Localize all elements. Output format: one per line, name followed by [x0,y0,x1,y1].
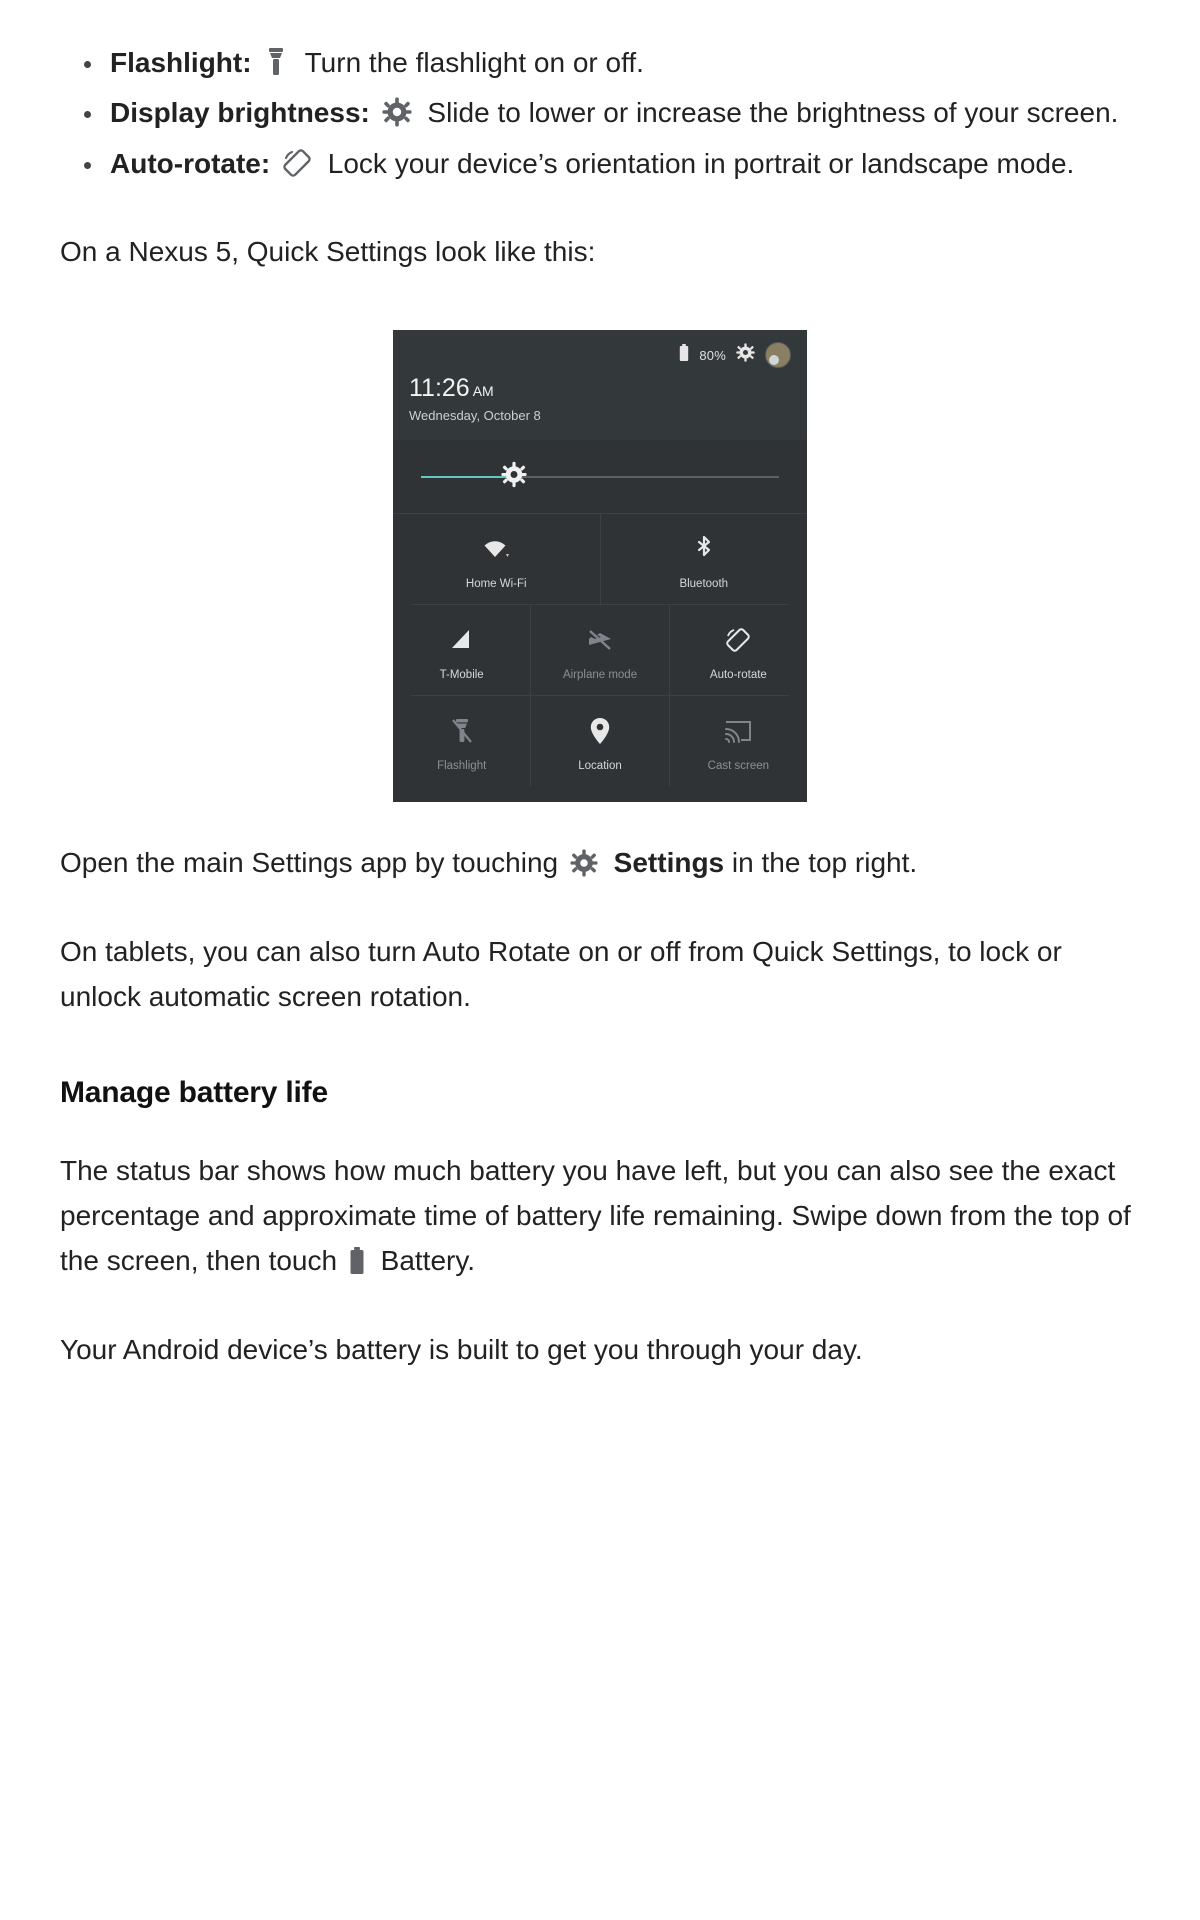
tile-label: Bluetooth [679,578,729,591]
quick-settings-bullet-list [60,40,1140,191]
settings-paragraph [60,840,1140,890]
signal-bars-icon [397,623,526,657]
quick-settings-tiles [393,514,807,802]
brightness-slider-row[interactable] [393,440,807,514]
tile-label: Airplane mode [562,669,638,682]
clock-time [409,376,791,401]
quick-settings-screenshot [60,330,1140,802]
settings-text-after: in the top right. [731,847,918,879]
battery-icon [679,344,689,366]
flashlight-off-icon [397,714,526,748]
tile-bluetooth[interactable] [601,514,808,604]
clock-date: Wednesday, October 8 [409,408,541,424]
bullet-text: Lock your device’s orientation in portrait or landscape mode. [327,147,1075,179]
tile-row-1 [393,514,807,604]
clock-ampm: AM [472,383,494,400]
list-item [60,90,1140,140]
phone-status-header [393,330,807,440]
cast-screen-icon [674,714,803,748]
tile-row-2 [393,605,807,695]
tile-label: Cast screen [707,760,770,773]
closing-paragraph: Your Android device’s battery is built to get you through your day. [60,1333,863,1365]
brightness-gear-icon [382,95,412,140]
tile-label: Home Wi-Fi [465,578,527,591]
brightness-gear-icon[interactable] [501,461,527,492]
battery-paragraph [60,1148,1140,1289]
tile-flashlight[interactable] [393,696,530,786]
tile-label: T-Mobile [439,669,484,682]
bullet-term: Flashlight: [110,47,252,78]
auto-rotate-icon [674,623,803,657]
settings-label: Settings [613,847,725,879]
tile-label: Auto-rotate [709,669,767,682]
tile-home-wifi[interactable] [393,514,600,604]
tile-row-3 [393,696,807,786]
bullet-term: Display brightness: [110,97,370,129]
tile-location[interactable] [531,696,668,786]
tile-label: Location [578,760,622,773]
clock-hours-minutes: 11:26 [409,374,470,403]
brightness-slider[interactable] [421,476,779,478]
tablets-paragraph: On tablets, you can also turn Auto Rotate on or off from Quick Settings, to lock or unlock automatic screen rotation. [60,935,1062,1013]
intro-paragraph: On a Nexus 5, Quick Settings look like this: [60,236,596,268]
tile-cast-screen[interactable] [670,696,807,786]
status-bar [409,342,791,368]
battery-text-before: The status bar shows how much battery you have left, but you can also see the exact percentage and approximate time of battery life remaining. Swipe down from the top of the screen, then touch [60,1154,1131,1277]
settings-text-before: Open the main Settings app by touching [60,847,559,879]
airplane-off-icon [535,623,664,657]
tile-tmobile[interactable] [393,605,530,695]
battery-text-after: Battery. [380,1245,476,1277]
tile-label: Flashlight [437,760,487,773]
tile-airplane-mode[interactable] [531,605,668,695]
bluetooth-icon [605,532,804,566]
bullet-term: Auto-rotate: [110,147,271,179]
phone-screen [393,330,807,802]
avatar[interactable] [765,342,791,368]
bullet-text: Turn the flashlight on or off. [304,47,644,78]
battery-icon [349,1243,365,1288]
gear-icon [570,845,598,890]
flashlight-icon [263,45,289,90]
list-item [60,40,1140,90]
battery-percent: 80% [699,347,726,363]
bullet-text: Slide to lower or increase the brightness of your screen. [427,97,1119,129]
gear-icon[interactable] [736,343,755,367]
tile-auto-rotate[interactable] [670,605,807,695]
location-pin-icon [535,714,664,748]
wifi-icon [397,532,596,566]
page-title: Manage battery life [60,1075,328,1109]
auto-rotate-icon [282,146,312,191]
list-item [60,141,1140,191]
